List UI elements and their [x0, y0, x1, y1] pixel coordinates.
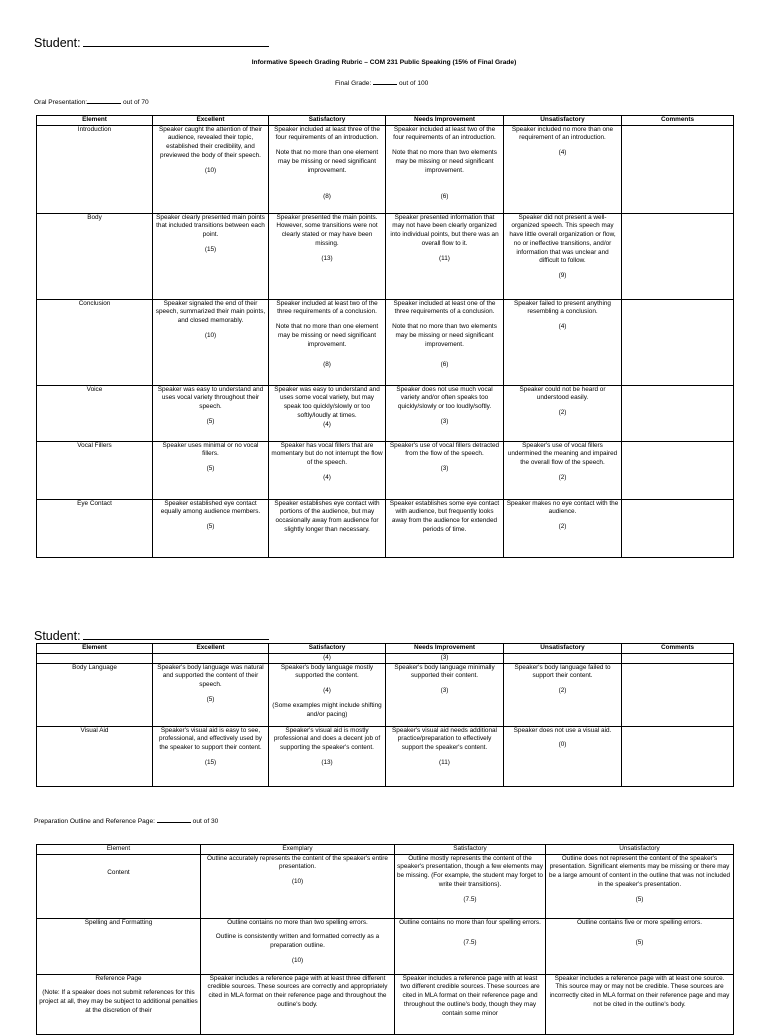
excellent-cell: [153, 125, 269, 213]
header-unsatisfactory: Unsatisfactory: [546, 845, 734, 855]
header-excellent: Excellent: [153, 116, 269, 126]
prep-suffix: out of 30: [192, 818, 219, 825]
points: (7.5): [463, 895, 477, 903]
needs-improvement-cell: [386, 499, 504, 557]
empty-cell: [153, 653, 269, 663]
unsatisfactory-cell: [546, 854, 734, 918]
points: (5): [206, 523, 215, 531]
table-header-row: [37, 845, 734, 855]
criterion-text: Speaker's body language was natural and supported the content of their speech.: [157, 663, 264, 689]
satisfactory-cell: [269, 385, 386, 441]
final-grade-suffix: out of 100: [398, 80, 429, 87]
student-name-line-2: [34, 627, 269, 643]
satisfactory-cell: [269, 441, 386, 499]
criterion-text: Speaker establishes some eye contact with audience, but frequently looks away from the audience for extended periods of time.: [389, 499, 500, 533]
points: (4): [558, 323, 567, 331]
points: (13): [321, 254, 333, 262]
table-row: [37, 663, 734, 726]
points: (5): [635, 939, 644, 947]
unsatisfactory-cell: [504, 385, 622, 441]
excellent-cell: [153, 213, 269, 299]
criterion-text: Speaker's body language minimally supported their content.: [394, 663, 495, 680]
student-label: Student:: [34, 629, 81, 643]
empty-cell: [37, 653, 153, 663]
points: (10): [291, 956, 304, 964]
points: (5): [206, 695, 215, 703]
unsatisfactory-cell: [504, 441, 622, 499]
oral-blank: [87, 97, 121, 104]
element-name: Voice: [37, 385, 153, 441]
table-row: [37, 125, 734, 213]
excellent-cell: [153, 726, 269, 786]
criterion-text: Speaker clearly presented main points that included transitions between each point.: [156, 213, 265, 239]
element-name-cell: [37, 974, 201, 1034]
points: (11): [439, 758, 450, 766]
points: (6): [440, 193, 449, 201]
needs-improvement-cell: [386, 441, 504, 499]
points: (8): [323, 361, 331, 369]
unsatisfactory-cell: [504, 663, 622, 726]
prep-label: Preparation Outline and Reference Page:: [34, 818, 155, 825]
criterion-text: Speaker's use of vocal fillers detracted from the flow of the speech.: [389, 441, 500, 458]
satisfactory-cell: [395, 854, 546, 918]
unsatisfactory-cell: [546, 974, 734, 1034]
header-satisfactory: Satisfactory: [395, 845, 546, 855]
criterion-text: Speaker could not be heard or understood easily.: [519, 385, 606, 402]
student-name-line: [34, 34, 269, 50]
exemplary-cell: [201, 918, 395, 974]
points: (2): [558, 523, 567, 531]
criterion-text: Speaker's use of vocal fillers undermined the meaning and impaired the overall flow of the speech.: [507, 441, 618, 467]
prep-blank: [157, 816, 191, 823]
criterion-text: Speaker includes a reference page with at least two different credible sources. These sources are cited in MLA format on their reference page and throughout the outline's body, though they may contain some minor: [400, 974, 540, 1017]
criterion-note: Note that no more than one element may be missing or need significant improvement.: [275, 323, 379, 348]
points: (4): [558, 149, 567, 157]
comments-cell[interactable]: [622, 653, 734, 663]
criterion-text: Speaker does not use much vocal variety and/or often speaks too quickly/slowly or too loudly/softly.: [396, 385, 493, 411]
points: (5): [206, 417, 215, 425]
comments-cell[interactable]: [622, 299, 734, 385]
final-grade: [335, 78, 428, 87]
student-blank: [83, 34, 269, 47]
oral-label: Oral Presentation:: [34, 99, 88, 106]
satisfactory-cell: [269, 499, 386, 557]
criterion-text: Speaker presented the main points. However, some transitions were not clearly stated or may have been missing.: [276, 213, 378, 247]
table-row: [37, 726, 734, 786]
excellent-cell: [153, 385, 269, 441]
table-row: [37, 385, 734, 441]
student-blank: [83, 627, 269, 640]
satisfactory-cell: [395, 974, 546, 1034]
criterion-text: Speaker's visual aid is easy to see, professional, and effectively used by the speaker to support their content.: [159, 726, 262, 752]
criterion-text: Speaker includes a reference page with at least one source. This source may or may not be credible. These sources are incorrectly cited in MLA format on their reference page and may not be cited in the outline's body.: [549, 974, 730, 1008]
criterion-text: Speaker's body language mostly supported the content.: [280, 663, 374, 680]
criterion-text: Speaker included at least one of the three requirements of a conclusion.: [393, 299, 496, 316]
points: (10): [204, 166, 217, 174]
criterion-text: Speaker signaled the end of their speech, summarized their main points, and closed memorably.: [155, 299, 266, 325]
comments-cell[interactable]: [622, 385, 734, 441]
element-name: Vocal Fillers: [37, 441, 153, 499]
oral-rubric-table-continued: [36, 643, 734, 787]
table-row: [37, 213, 734, 299]
excellent-cell: [153, 299, 269, 385]
table-header-row: [37, 644, 734, 654]
points: (8): [323, 193, 331, 201]
element-name: Introduction: [37, 125, 153, 213]
header-unsatisfactory: Unsatisfactory: [504, 116, 622, 126]
points: (0): [558, 741, 567, 749]
header-satisfactory: Satisfactory: [269, 644, 386, 654]
element-name: Eye Contact: [37, 499, 153, 557]
points: (2): [558, 409, 567, 417]
oral-suffix: out of 70: [123, 99, 149, 106]
unsatisfactory-cell: [504, 125, 622, 213]
needs-improvement-cell: [386, 299, 504, 385]
points: (5): [206, 465, 215, 473]
header-satisfactory: Satisfactory: [269, 116, 386, 126]
table-row: [37, 974, 734, 1034]
final-grade-blank: [373, 78, 397, 85]
points: (4): [323, 473, 331, 481]
comments-cell[interactable]: [622, 499, 734, 557]
rubric-title: Informative Speech Grading Rubric – COM 231 Public Speaking (15% of Final Grade): [251, 59, 517, 66]
table-row: [37, 499, 734, 557]
points: (10): [204, 331, 217, 339]
element-name: Spelling and Formatting: [37, 918, 201, 974]
criterion-text: Outline contains no more than two spelling errors.: [227, 918, 368, 926]
points: (3): [440, 465, 449, 473]
points: (2): [558, 473, 567, 481]
criterion-text: Speaker caught the attention of their audience, revealed their topic, established their credibility, and previewed the body of their speech.: [158, 125, 263, 159]
unsatisfactory-cell: [504, 726, 622, 786]
element-name: Visual Aid: [37, 726, 153, 786]
points: (4): [269, 653, 386, 663]
needs-improvement-cell: [386, 213, 504, 299]
element-name: Reference Page: [95, 974, 142, 982]
criterion-text: Speaker included no more than one requirement of an introduction.: [511, 125, 614, 142]
header-comments: Comments: [622, 644, 734, 654]
header-excellent: Excellent: [153, 644, 269, 654]
header-exemplary: Exemplary: [201, 845, 395, 855]
element-note: (Note: If a speaker does not submit references for this project at all, they may be subject to additional penalties at the discretion of their: [39, 989, 198, 1014]
unsatisfactory-cell: [504, 213, 622, 299]
points: (6): [440, 361, 449, 369]
final-grade-label: Final Grade:: [335, 80, 372, 87]
element-name: Conclusion: [37, 299, 153, 385]
criterion-text: Outline accurately represents the content of the speaker's entire presentation.: [207, 854, 388, 871]
student-label: Student:: [34, 36, 81, 50]
points: (5): [635, 895, 644, 903]
criterion-note: Note that no more than two elements may be missing or need significant improvement.: [392, 149, 497, 174]
comments-cell[interactable]: [622, 213, 734, 299]
criterion-text: Speaker makes no eye contact with the audience.: [506, 499, 619, 516]
comments-cell[interactable]: [622, 663, 734, 726]
excellent-cell: [153, 441, 269, 499]
criterion-text: Speaker was easy to understand and uses some vocal variety, but may speak too quickly/slowly or too softly/loudly at times.: [274, 385, 380, 419]
header-needs-improvement: Needs Improvement: [386, 116, 504, 126]
header-element: Element: [37, 644, 153, 654]
preparation-score: [34, 816, 218, 825]
criterion-text: Speaker established eye contact equally among audience members.: [160, 499, 261, 516]
satisfactory-cell: [269, 125, 386, 213]
criterion-text: Speaker's body language failed to support their content.: [514, 663, 611, 680]
points: (2): [558, 687, 567, 695]
oral-rubric-table: [36, 115, 734, 558]
criterion-text: Speaker included at least two of the three requirements of a conclusion.: [276, 299, 378, 316]
criterion-note: (Some examples might include shifting and/or pacing): [272, 701, 382, 718]
criterion-text: Speaker includes a reference page with at least three different credible sources. These sources are correctly and appropriately cited in MLA format on their reference page and throughout the outline's body.: [207, 974, 388, 1008]
criterion-text: Speaker included at least two of the four requirements of an introduction.: [393, 125, 496, 142]
points: (3): [440, 687, 449, 695]
exemplary-cell: [201, 974, 395, 1034]
header-needs-improvement: Needs Improvement: [386, 644, 504, 654]
comments-cell[interactable]: [622, 125, 734, 213]
criterion-text: Outline contains no more than four spelling errors.: [399, 918, 541, 926]
points: (10): [291, 878, 304, 886]
points: (4): [323, 687, 331, 695]
criterion-note: Note that no more than two elements may be missing or need significant improvement.: [392, 323, 497, 348]
satisfactory-cell: [395, 918, 546, 974]
criterion-text: Speaker establishes eye contact with portions of the audience, but may occasionally away from audience for slightly longer than necessary.: [274, 499, 380, 533]
needs-improvement-cell: [386, 726, 504, 786]
header-unsatisfactory: Unsatisfactory: [504, 644, 622, 654]
criterion-text: Speaker's visual aid needs additional practice/preparation to effectively support the speaker's content.: [392, 726, 497, 752]
needs-improvement-cell: [386, 385, 504, 441]
criterion-text: Speaker's visual aid is mostly professional and does a decent job of supporting the speaker's content.: [273, 726, 381, 752]
header-element: Element: [37, 116, 153, 126]
points: (13): [321, 758, 333, 766]
points: (9): [558, 271, 567, 279]
exemplary-cell: [201, 854, 395, 918]
criterion-text: Speaker uses minimal or no vocal fillers.: [162, 441, 259, 458]
criterion-text: Speaker did not present a well-organized speech. This speech may have little overall organization or flow, no or ineffective transitions, and/or information that was unclear and difficult to follow.: [509, 213, 616, 265]
points: (3): [386, 653, 504, 663]
unsatisfactory-cell: [546, 918, 734, 974]
criterion-text: Speaker has vocal fillers that are momentary but do not interrupt the flow of the speech.: [271, 441, 383, 467]
criterion-text: Outline does not represent the content of the speaker's presentation. Significant elements may be missing or there may be a large amount of content in the outline that was not included in the speaker's presentation.: [548, 854, 731, 888]
criterion-note: Outline is consistently written and formatted correctly as a preparation outline.: [215, 933, 380, 950]
criterion-text: Outline mostly represents the content of the speaker's presentation, though a few elements may be missing. (For example, the student may forget to write their transitions).: [397, 854, 543, 888]
element-name: Content: [37, 854, 201, 918]
excellent-cell: [153, 499, 269, 557]
unsatisfactory-cell: [504, 499, 622, 557]
points: (7.5): [463, 939, 477, 947]
points: (4): [323, 420, 331, 428]
comments-cell[interactable]: [622, 726, 734, 786]
header-element: Element: [37, 845, 201, 855]
table-row: [37, 854, 734, 918]
needs-improvement-cell: [386, 125, 504, 213]
oral-presentation-score: [34, 97, 149, 106]
criterion-text: Speaker presented information that may not have been clearly organized into individual points, but there was an overall flow to it.: [390, 213, 499, 247]
comments-cell[interactable]: [622, 441, 734, 499]
criterion-text: Speaker does not use a visual aid.: [513, 726, 612, 734]
carryover-row: [37, 653, 734, 663]
table-row: [37, 441, 734, 499]
satisfactory-cell: [269, 213, 386, 299]
points: (15): [204, 758, 217, 766]
satisfactory-cell: [269, 299, 386, 385]
criterion-text: Speaker was easy to understand and uses vocal variety throughout their speech.: [157, 385, 264, 411]
header-comments: Comments: [622, 116, 734, 126]
points: (3): [440, 417, 449, 425]
element-name: Body Language: [37, 663, 153, 726]
excellent-cell: [153, 663, 269, 726]
criterion-text: Outline contains five or more spelling errors.: [576, 918, 703, 926]
unsatisfactory-cell: [504, 299, 622, 385]
empty-cell: [504, 653, 622, 663]
satisfactory-cell: [269, 726, 386, 786]
criterion-note: Note that no more than one element may be missing or need significant improvement.: [275, 149, 379, 174]
satisfactory-cell: [269, 663, 386, 726]
criterion-text: Speaker failed to present anything resembling a conclusion.: [514, 299, 611, 316]
table-header-row: [37, 116, 734, 126]
element-name: Body: [37, 213, 153, 299]
criterion-text: Speaker included at least three of the four requirements of an introduction.: [274, 125, 380, 142]
needs-improvement-cell: [386, 663, 504, 726]
table-row: [37, 299, 734, 385]
points: (11): [439, 254, 450, 262]
points: (15): [204, 245, 217, 253]
table-row: [37, 918, 734, 974]
preparation-rubric-table: [36, 844, 734, 1035]
